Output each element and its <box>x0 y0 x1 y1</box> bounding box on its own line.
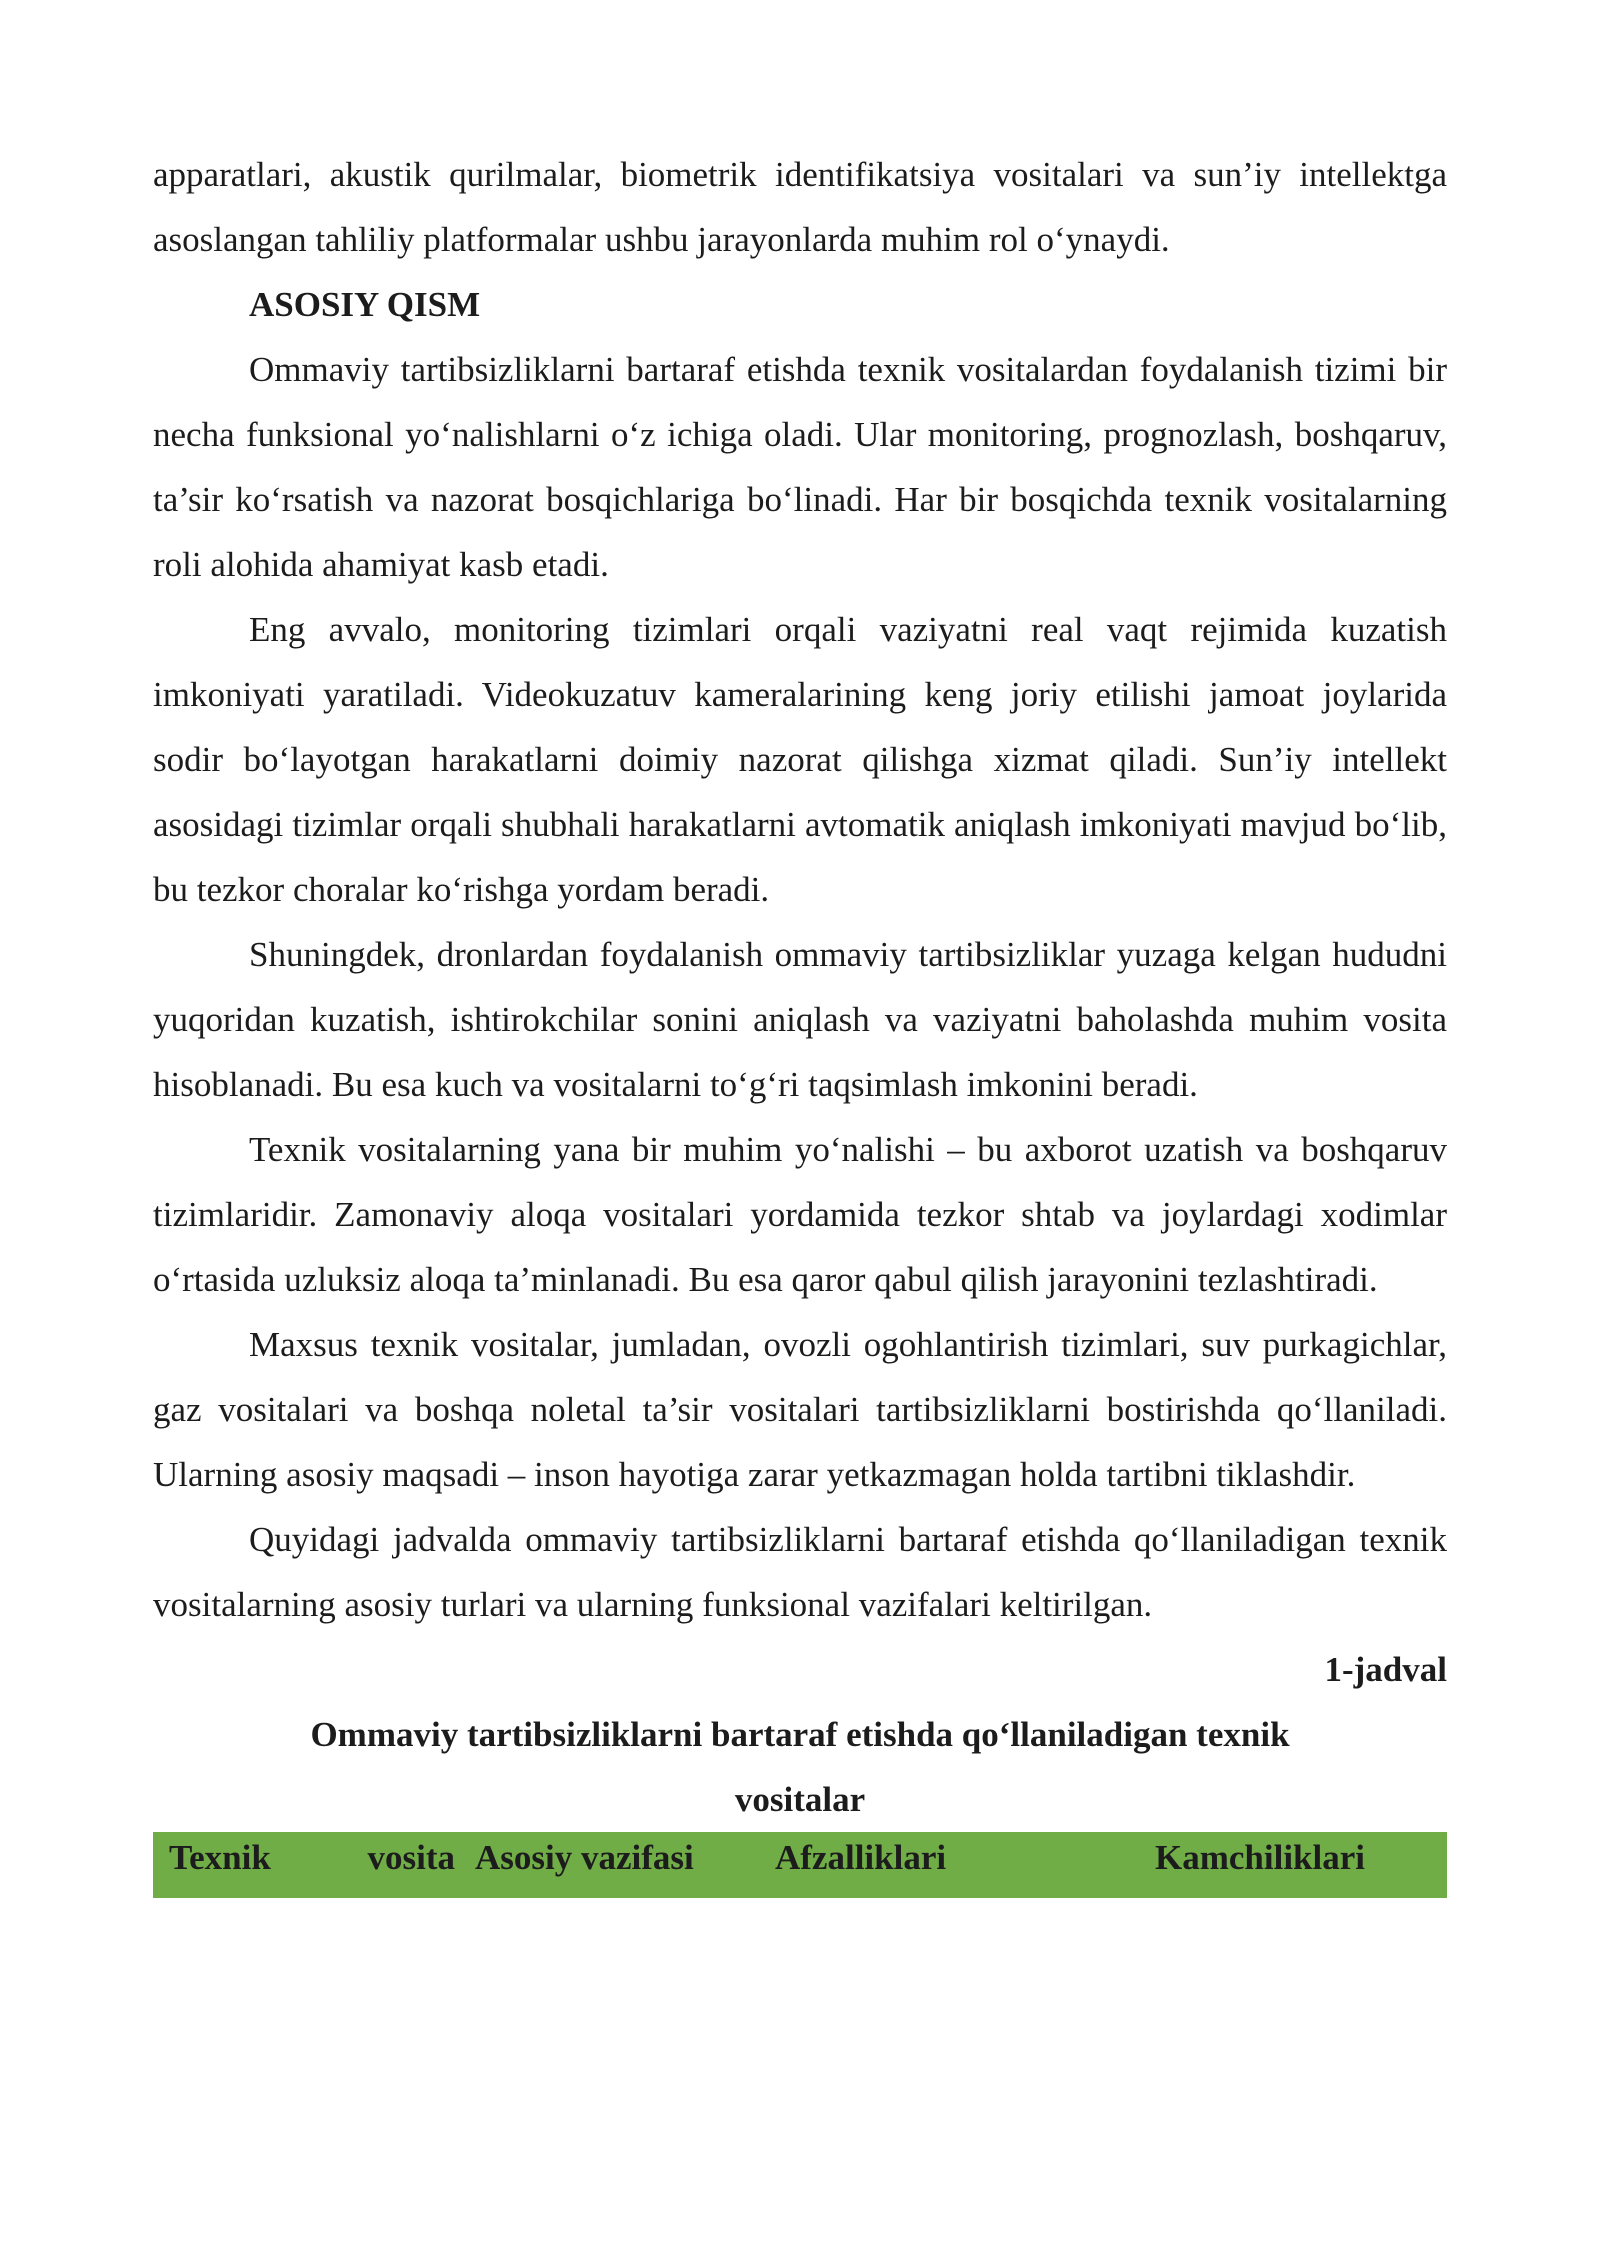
table-header-cell: Afzalliklari <box>775 1838 947 1877</box>
paragraph-drones: Shuningdek, dronlardan foydalanish ommaviy tartibsizliklar yuzaga kelgan hududni yuqoridan kuzatish, ishtirokchilar sonini aniqlash va vaziyatni baholashda muhim vosita hisoblanadi. Bu esa kuch va vositalarni to‘g‘ri taqsimlash imkonini beradi. <box>153 935 1447 1104</box>
section-heading: ASOSIY QISM <box>249 285 481 324</box>
paragraph-functional-directions: Ommaviy tartibsizliklarni bartaraf etishda texnik vositalardan foydalanish tizimi bir necha funksional yo‘nalishlarni o‘z ichiga oladi. Ular monitoring, prognozlash, boshqaruv, ta’sir ko‘rsatish va nazorat bosqichlariga bo‘linadi. Har bir bosqichda texnik vositalarning roli alohida ahamiyat kasb etadi. <box>153 350 1447 584</box>
paragraph-table-intro: Quyidagi jadvalda ommaviy tartibsizliklarni bartaraf etishda qo‘llaniladigan texnik vositalarning asosiy turlari va ularning funksional vazifalari keltirilgan. <box>153 1520 1447 1624</box>
paragraph-special-means: Maxsus texnik vositalar, jumladan, ovozli ogohlantirish tizimlari, suv purkagichlar, gaz vositalari va boshqa noletal ta’sir vositalari tartibsizliklarni bostirishda qo‘llaniladi. Ularning asosiy maqsadi – inson hayotiga zarar yetkazmagan holda tartibni tiklashdir. <box>153 1325 1447 1494</box>
table-header-cell: Kamchiliklari <box>1155 1838 1365 1877</box>
table-header-cell: Texnik vosita <box>169 1838 455 1877</box>
document-page <box>153 142 1447 1898</box>
table-header-row <box>153 1832 1447 1898</box>
paragraph-intro-continuation: apparatlari, akustik qurilmalar, biometrik identifikatsiya vositalari va sun’iy intellektga asoslangan tahliliy platformalar ushbu jarayonlarda muhim rol o‘ynaydi. <box>153 155 1447 259</box>
paragraph-communication: Texnik vositalarning yana bir muhim yo‘nalishi – bu axborot uzatish va boshqaruv tizimlaridir. Zamonaviy aloqa vositalari yordamida tezkor shtab va joylardagi xodimlar o‘rtasida uzluksiz aloqa ta’minlanadi. Bu esa qaror qabul qilish jarayonini tezlashtiradi. <box>153 1130 1447 1299</box>
table-title: Ommaviy tartibsizliklarni bartaraf etishda qo‘llaniladigan texnik vositalar <box>310 1715 1290 1819</box>
table-number: 1-jadval <box>1324 1650 1447 1689</box>
table-header-cell: Asosiy vazifasi <box>475 1838 694 1877</box>
paragraph-monitoring: Eng avvalo, monitoring tizimlari orqali vaziyatni real vaqt rejimida kuzatish imkoniyati yaratiladi. Videokuzatuv kameralarining keng joriy etilishi jamoat joylarida sodir bo‘layotgan harakatlarni doimiy nazorat qilishga xizmat qiladi. Sun’iy intellekt asosidagi tizimlar orqali shubhali harakatlarni avtomatik aniqlash imkoniyati mavjud bo‘lib, bu tezkor choralar ko‘rishga yordam beradi. <box>153 610 1447 909</box>
